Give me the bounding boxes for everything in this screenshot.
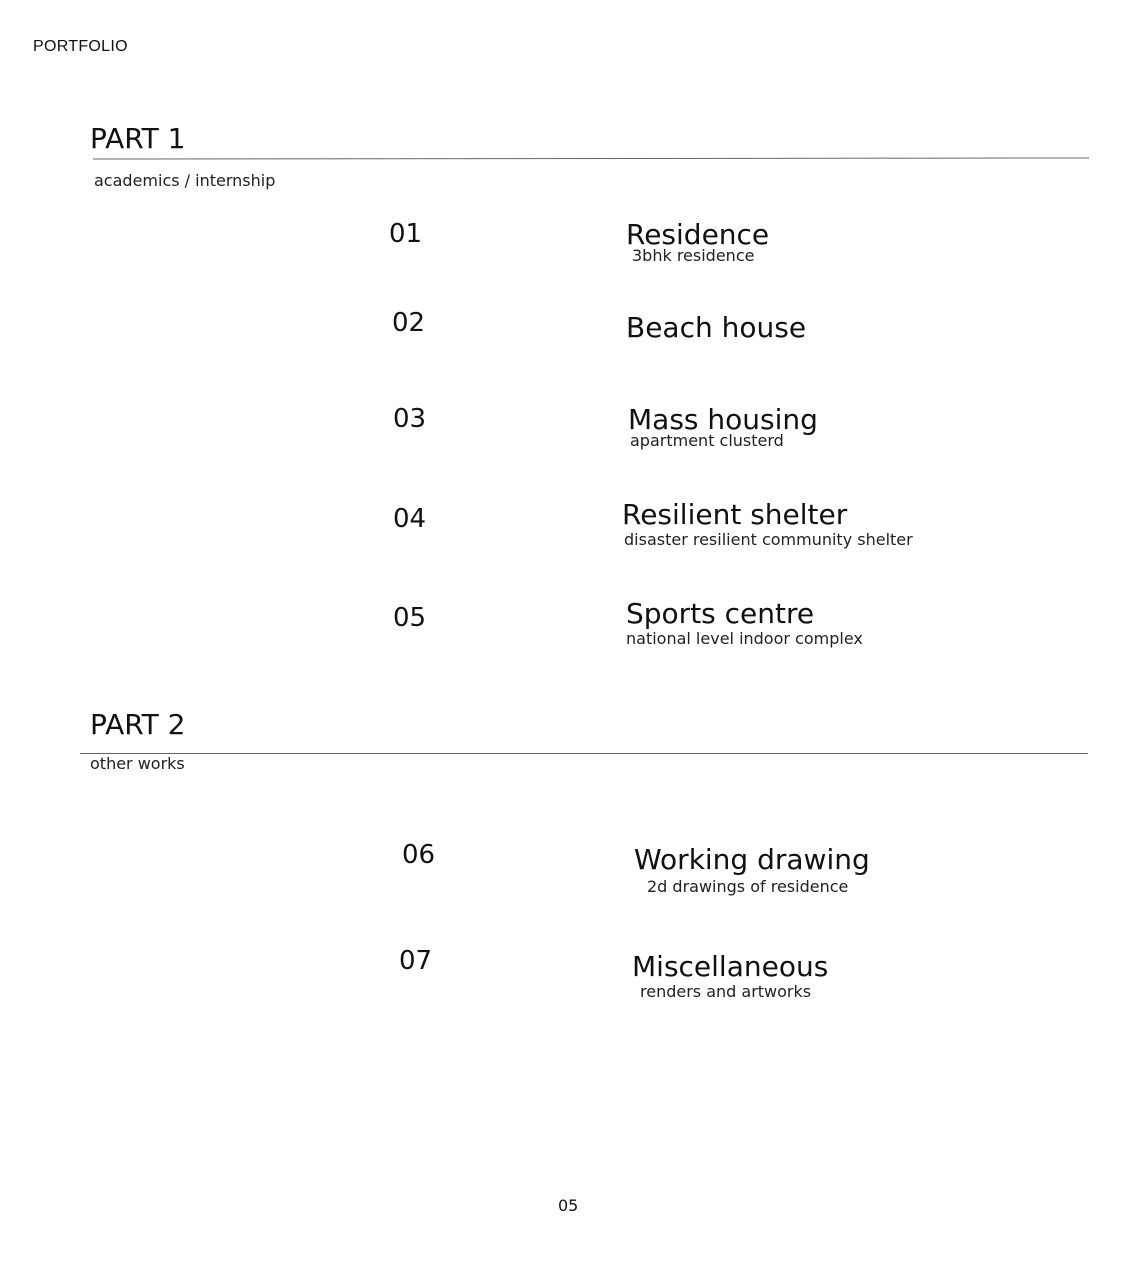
item-title: Working drawing	[634, 843, 870, 876]
item-number: 02	[392, 308, 426, 338]
item-title: Beach house	[626, 311, 807, 344]
item-number: 05	[393, 603, 427, 633]
item-subtitle: apartment clusterd	[630, 431, 784, 450]
part-2-title: PART 2	[90, 708, 186, 741]
part-2-subtitle: other works	[90, 754, 185, 773]
item-subtitle: 3bhk residence	[632, 246, 755, 265]
item-subtitle: national level indoor complex	[626, 629, 863, 648]
item-title: Resilient shelter	[622, 498, 848, 531]
item-subtitle: disaster resilient community shelter	[624, 530, 913, 549]
portfolio-label: PORTFOLIO	[33, 38, 128, 55]
item-title: Miscellaneous	[632, 950, 829, 983]
page-number: 05	[558, 1196, 579, 1215]
part-1-divider	[93, 157, 1089, 159]
item-number: 03	[393, 404, 427, 434]
item-title: Residence	[626, 218, 770, 251]
part-1-subtitle: academics / internship	[94, 171, 276, 190]
item-title: Sports centre	[626, 597, 815, 630]
part-2-divider	[80, 753, 1088, 754]
item-title: Mass housing	[628, 403, 818, 436]
item-subtitle: 2d drawings of residence	[647, 877, 849, 896]
item-number: 06	[402, 840, 436, 870]
item-number: 04	[393, 504, 427, 534]
item-number: 07	[399, 946, 433, 976]
item-subtitle: renders and artworks	[640, 982, 812, 1001]
part-1-title: PART 1	[90, 122, 186, 155]
item-number: 01	[389, 219, 423, 249]
